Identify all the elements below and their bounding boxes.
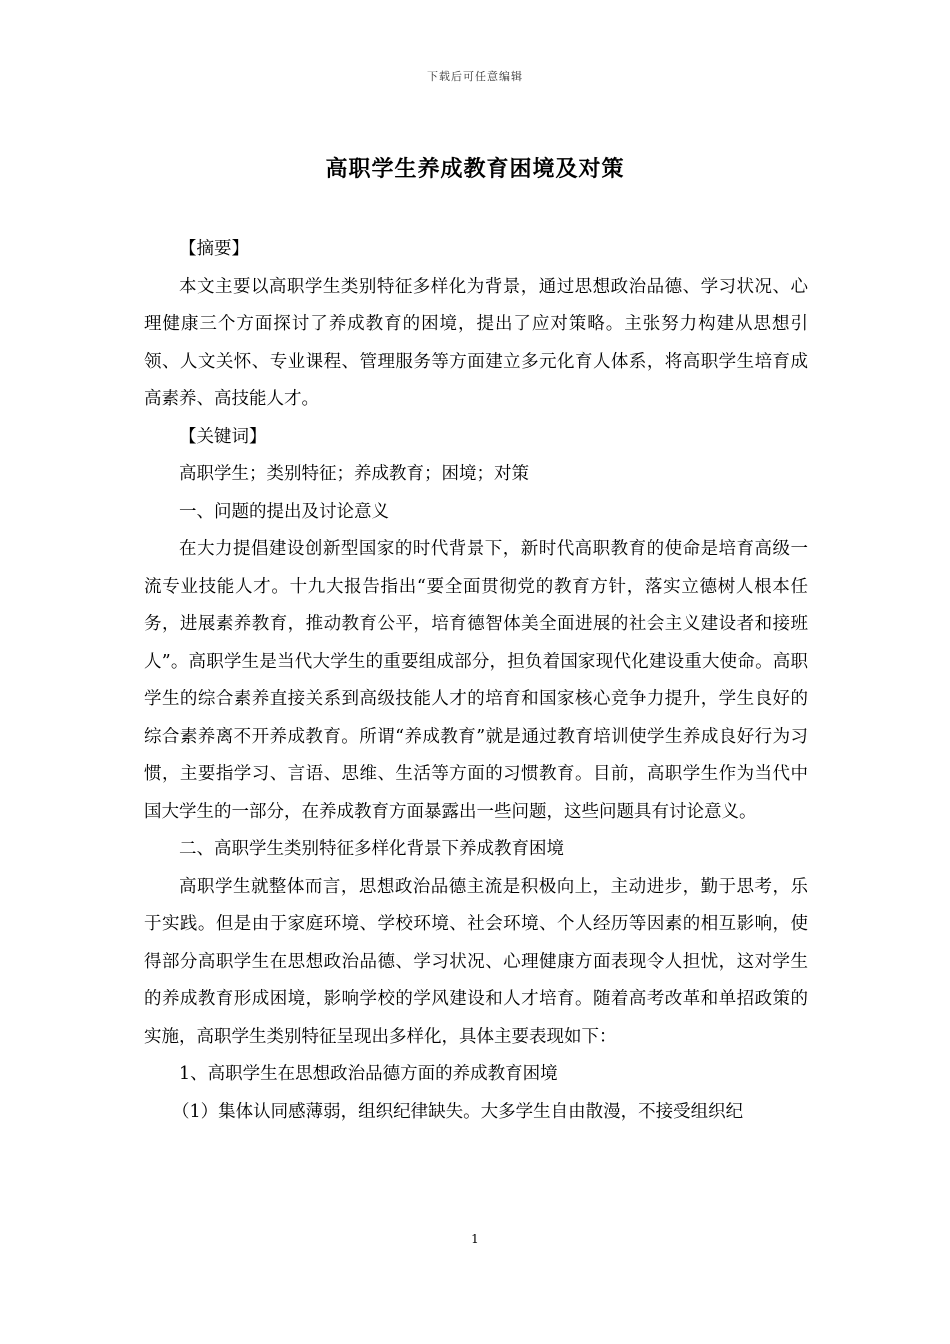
keywords-paragraph: 高职学生；类别特征；养成教育；困境；对策 [179, 464, 529, 484]
subsection1-item1: （1）集体认同感薄弱，组织纪律缺失。大多学生自由散漫，不接受组织纪 [172, 1101, 744, 1122]
section1-paragraph: 在大力提倡建设创新型国家的时代背景下，新时代高职教育的使命是培育高级一流专业技能人才。十九大报告指出“要全面贯彻党的教育方针，落实立德树人根本任务，进展素养教育，推动教育公平，培育德智体美全面进展的社会主义建设者和接班人”。高职学生是当代大学生的重要组成部分，担负着国家现代化建设重大使命。高职学生的综合素养直接关系到高级技能人才的培育和国家核心竞争力提升，学生良好的综合素养离不开养成教育。所谓“养成教育”就是通过教育培训使学生养成良好行为习惯，主要指学习、言语、思维、生活等方面的习惯教育。目前，高职学生作为当代中国大学生的一部分，在养成教育方面暴露出一些问题，这些问题具有讨论意义。 [144, 539, 808, 822]
section2-heading: 二、高职学生类别特征多样化背景下养成教育困境 [179, 839, 564, 859]
abstract-label: 【摘要】 [179, 239, 249, 259]
section1-heading: 一、问题的提出及讨论意义 [179, 501, 389, 522]
document-title: 高职学生养成教育困境及对策 [325, 156, 625, 182]
subsection1-heading: 1、高职学生在思想政治品德方面的养成教育困境 [179, 1064, 558, 1084]
keywords-label: 【关键词】 [179, 426, 267, 447]
page-number: 1 [471, 1232, 479, 1246]
abstract-paragraph: 本文主要以高职学生类别特征多样化为背景，通过思想政治品德、学习状况、心理健康三个方面探讨了养成教育的困境，提出了应对策略。主张努力构建从思想引领、人文关怀、专业课程、管理服务等方面建立多元化育人体系，将高职学生培育成高素养、高技能人才。 [144, 276, 808, 409]
section2-paragraph: 高职学生就整体而言，思想政治品德主流是积极向上，主动进步，勤于思考，乐于实践。但是由于家庭环境、学校环境、社会环境、个人经历等因素的相互影响，使得部分高职学生在思想政治品德、学习状况、心理健康方面表现令人担忧，这对学生的养成教育形成困境，影响学校的学风建设和人才培育。随着高考改革和单招政策的实施，高职学生类别特征呈现出多样化，具体主要表现如下： [144, 876, 808, 1047]
document-body [144, 231, 808, 1131]
download-note: 下载后可任意编辑 [427, 70, 523, 83]
